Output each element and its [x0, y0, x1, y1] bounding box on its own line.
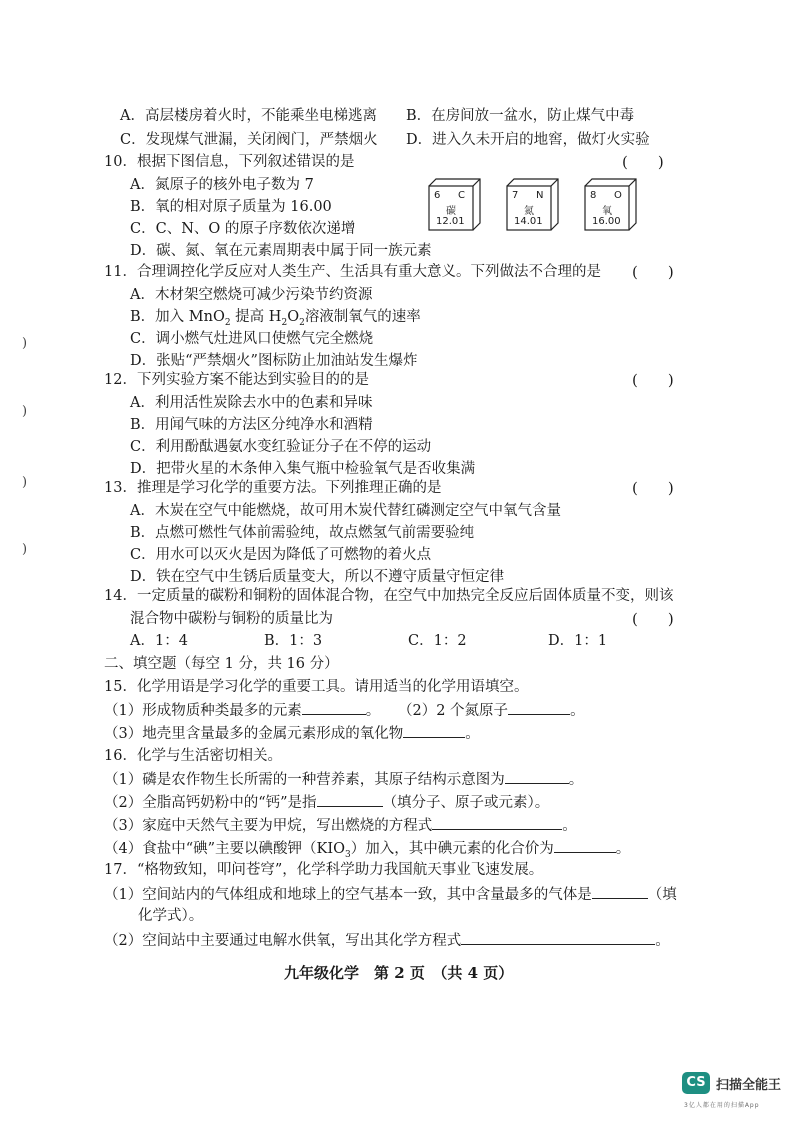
q11-option-b: B．加入 MnO$_2$ 提高 $H_2O_2$溶液制氧气的速率 — [130, 309, 421, 328]
element-name: 碳 — [446, 206, 456, 217]
q12-option-a: A．利用活性炭除去水中的色素和异味 — [130, 395, 373, 411]
q17-stem: 17．“格物致知，叩问苍穹”，化学科学助力我国航天事业飞速发展。 — [104, 862, 544, 878]
q11-answer-paren: ( ) — [632, 263, 674, 281]
q14-option-b: B．1：3 — [264, 633, 323, 649]
binding-mark: ) — [22, 336, 28, 351]
q10-option-c: C．C、N、O 的原子序数依次递增 — [130, 221, 356, 237]
scanner-watermark — [682, 1072, 786, 1116]
answer-blank[interactable] — [302, 700, 366, 715]
answer-blank[interactable] — [461, 930, 655, 945]
q17-part1-cont: 化学式）。 — [138, 908, 204, 924]
section-title: 二、填空题（每空 1 分，共 16 分） — [104, 656, 339, 672]
q10-option-a: A．氮原子的核外电子数为 7 — [130, 177, 314, 193]
element-card-oxygen — [584, 178, 636, 228]
q9-option-a: A．高层楼房着火时，不能乘坐电梯逃离 — [120, 108, 377, 124]
q10-option-d: D．碳、氮、氧在元素周期表中属于同一族元素 — [130, 243, 432, 259]
element-card-nitrogen — [506, 178, 558, 228]
answer-blank[interactable] — [403, 723, 465, 738]
answer-blank[interactable] — [432, 815, 562, 830]
q16-part1: （1）磷是农作物生长所需的一种营养素，其原子结构示意图为 。 — [104, 769, 583, 790]
q11-option-c: C．调小燃气灶进风口使燃气完全燃烧 — [130, 331, 374, 347]
q13-option-c: C．用水可以灭火是因为降低了可燃物的着火点 — [130, 547, 432, 563]
q13-option-b: B．点燃可燃性气体前需验纯，故点燃氢气前需要验纯 — [130, 525, 475, 541]
q9-option-d: D．进入久未开启的地窖，做灯火实验 — [406, 132, 650, 148]
q14-option-a: A．1：4 — [130, 633, 188, 649]
q12-option-b: B．用闻气味的方法区分纯净水和酒精 — [130, 417, 373, 433]
q16-part4: （4）食盐中“碘”主要以碘酸钾$(KIO_3)$加入，其中碘元素的化合价为 。 — [104, 838, 630, 865]
q17-part1: （1）空间站内的气体组成和地球上的空气基本一致，其中含量最多的气体是 （填 — [104, 884, 677, 905]
answer-blank[interactable] — [317, 792, 383, 807]
q10-stem: 10．根据下图信息，下列叙述错误的是 — [104, 154, 355, 170]
q14-answer-paren: ( ) — [632, 610, 674, 628]
q14-stem-line1: 14．一定质量的碳粉和铜粉的固体混合物，在空气中加热完全反应后固体质量不变，则该 — [104, 588, 674, 604]
q11-option-d: D．张贴“严禁烟火”图标防止加油站发生爆炸 — [130, 353, 418, 369]
element-mass: 16.00 — [592, 216, 621, 227]
element-number: 8 — [590, 190, 597, 201]
binding-mark: ) — [22, 542, 28, 557]
binding-mark: ) — [22, 404, 28, 419]
q15-stem: 15．化学用语是学习化学的重要工具。请用适当的化学用语填空。 — [104, 679, 529, 695]
camscanner-logo-icon: CS — [682, 1072, 710, 1094]
q15-part2: （2）2 个氮原子 。 — [398, 700, 585, 721]
binding-mark: ) — [22, 475, 28, 490]
q14-option-c: C．1：2 — [408, 633, 467, 649]
q11-stem: 11．合理调控化学反应对人类生产、生活具有重大意义。下列做法不合理的是 — [104, 264, 601, 280]
q15-part3: （3）地壳里含量最多的金属元素形成的氧化物 。 — [104, 723, 480, 744]
q13-stem: 13．推理是学习化学的重要方法。下列推理正确的是 — [104, 480, 442, 496]
q16-part2: （2）全脂高钙奶粉中的“钙”是指 （填分子、原子或元素）。 — [104, 792, 549, 813]
element-name: 氧 — [602, 206, 612, 217]
q11-option-a: A．木材架空燃烧可减少污染节约资源 — [130, 287, 373, 303]
element-number: 7 — [512, 190, 519, 201]
q12-option-d: D．把带火星的木条伸入集气瓶中检验氧气是否收集满 — [130, 461, 476, 477]
element-mass: 14.01 — [514, 216, 543, 227]
element-card-carbon — [428, 178, 480, 228]
q13-option-d: D．铁在空气中生锈后质量变大，所以不遵守质量守恒定律 — [130, 569, 505, 585]
element-symbol: N — [536, 190, 544, 201]
q12-stem: 12．下列实验方案不能达到实验目的的是 — [104, 372, 369, 388]
watermark-app-name: 扫描全能王 — [716, 1078, 782, 1093]
q14-option-d: D．1：1 — [548, 633, 608, 649]
watermark-tagline: 3亿人都在用的扫描App — [684, 1102, 760, 1109]
q10-option-b: B．氧的相对原子质量为 16.00 — [130, 199, 332, 215]
element-symbol: C — [458, 190, 465, 201]
answer-blank[interactable] — [508, 700, 570, 715]
q16-part3: （3）家庭中天然气主要为甲烷，写出燃烧的方程式 。 — [104, 815, 577, 836]
q12-option-c: C．利用酚酞遇氨水变红验证分子在不停的运动 — [130, 439, 432, 455]
answer-blank[interactable] — [554, 838, 616, 853]
answer-blank[interactable] — [505, 769, 569, 784]
q9-option-b: B．在房间放一盆水，防止煤气中毒 — [406, 108, 635, 124]
page-footer: 九年级化学 第 2 页 （共 4 页） — [284, 964, 514, 982]
q16-stem: 16．化学与生活密切相关。 — [104, 748, 282, 764]
q9-option-c: C．发现煤气泄漏，关闭阀门，严禁烟火 — [120, 132, 378, 148]
q14-stem-line2: 混合物中碳粉与铜粉的质量比为 — [130, 611, 333, 627]
element-symbol: O — [614, 190, 622, 201]
q13-option-a: A．木炭在空气中能燃烧，故可用木炭代替红磷测定空气中氧气含量 — [130, 503, 561, 519]
q12-answer-paren: ( ) — [632, 371, 674, 389]
q17-part2: （2）空间站中主要通过电解水供氧，写出其化学方程式 。 — [104, 930, 670, 951]
answer-blank[interactable] — [592, 884, 648, 899]
element-number: 6 — [434, 190, 441, 201]
q13-answer-paren: ( ) — [632, 479, 674, 497]
element-mass: 12.01 — [436, 216, 465, 227]
element-name: 氮 — [524, 206, 534, 217]
q15-part1: （1）形成物质种类最多的元素 。 — [104, 700, 380, 721]
q10-answer-paren: ( ) — [622, 153, 664, 171]
